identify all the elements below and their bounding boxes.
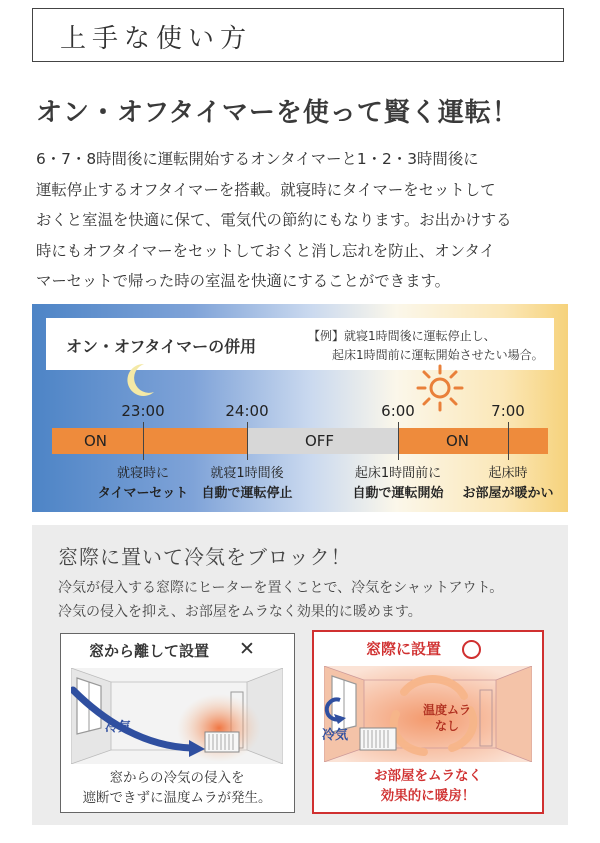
window-placement-section <box>32 525 568 825</box>
card-title: 窓際に設置 <box>366 640 442 658</box>
time-tick <box>398 422 399 460</box>
time-label-2400: 24:00 <box>225 402 269 420</box>
window-desc-line1: 冷気が侵入する窓際にヒーターを置くことで、冷気をシャットアウト。 <box>58 580 504 596</box>
time-label-0600: 6:00 <box>381 402 415 420</box>
timer-caption-sleep <box>98 464 188 504</box>
room-illustration-away <box>71 668 283 764</box>
sun-icon <box>416 364 464 412</box>
cross-mark-icon: ✕ <box>239 638 255 660</box>
intro-line: マーセットで帰った時の室温を快適にすることができます。 <box>36 272 451 290</box>
timer-example-line2: 起床1時間前に運転開始させたい場合。 <box>332 348 544 362</box>
window-heading: 窓際に置いて冷気をブロック！ <box>58 545 352 569</box>
time-label-2300: 23:00 <box>121 402 165 420</box>
caption-line: 就寝1時間後 <box>210 466 284 481</box>
card-caption <box>61 768 293 808</box>
intro-paragraph <box>36 144 568 297</box>
no-temperature-unevenness-label <box>412 702 482 734</box>
intro-line: おくと室温を快適に保て、電気代の節約にもなります。お出かけする <box>36 211 512 229</box>
timer-caption-auto-stop <box>201 464 292 504</box>
cold-air-label: 冷気 <box>105 720 132 735</box>
label-line: 温度ムラ <box>422 703 471 717</box>
section-title: 上手な使い方 <box>60 24 253 54</box>
intro-line: 6・7・8時間後に運転開始するオンタイマーと1・2・3時間後に <box>36 150 479 168</box>
caption-line: 自動で運転開始 <box>352 486 444 501</box>
caption-line: タイマーセット <box>97 486 189 501</box>
on-label: ON <box>446 432 470 450</box>
time-tick <box>508 422 509 460</box>
time-tick <box>247 422 248 460</box>
timer-title: オン・オフタイマーの併用 <box>66 337 257 356</box>
timer-caption-auto-start <box>352 464 443 504</box>
card-near-window <box>312 630 544 814</box>
intro-line: 時にもオフタイマーをセットしておくと消し忘れを防止、オンタイ <box>36 241 495 260</box>
caption-line: 窓からの冷気の侵入を <box>109 770 245 786</box>
timer-title-box <box>46 318 554 370</box>
timer-bar-on-morning <box>398 428 548 454</box>
caption-line: 効果的に暖房！ <box>380 788 476 804</box>
caption-line: 自動で運転停止 <box>201 486 293 501</box>
intro-line: 運転停止するオフタイマーを搭載。就寝時にタイマーをセットして <box>36 180 496 199</box>
timer-example-line1: 【例】就寝1時間後に運転停止し、 <box>308 329 496 343</box>
card-caption <box>314 766 542 806</box>
circle-mark-icon <box>462 640 481 659</box>
time-tick <box>143 422 144 460</box>
moon-icon <box>124 362 156 398</box>
caption-line: お部屋が暖かい <box>462 486 554 501</box>
caption-line: 起床時 <box>488 466 528 481</box>
off-label: OFF <box>305 432 335 450</box>
label-line: なし <box>434 719 459 733</box>
caption-line: 就寝時に <box>116 466 170 481</box>
time-label-0700: 7:00 <box>491 402 525 420</box>
caption-line: 遮断できずに温度ムラが発生。 <box>82 790 272 806</box>
card-title: 窓から離して設置 <box>89 642 210 660</box>
timer-diagram <box>32 304 568 512</box>
cold-air-label: 冷気 <box>322 728 349 743</box>
page-heading: オン・オフタイマーを使って賢く運転！ <box>36 98 519 128</box>
window-desc-line2: 冷気の侵入を抑え、お部屋をムラなく効果的に暖めます。 <box>58 604 422 620</box>
card-away-from-window <box>60 633 295 813</box>
timer-bar-off <box>247 428 398 454</box>
timer-bar-on-evening <box>52 428 247 454</box>
caption-line: 起床1時間前に <box>354 466 442 481</box>
timer-caption-wake <box>462 464 553 504</box>
on-label: ON <box>84 432 108 450</box>
caption-line: お部屋をムラなく <box>374 768 482 784</box>
